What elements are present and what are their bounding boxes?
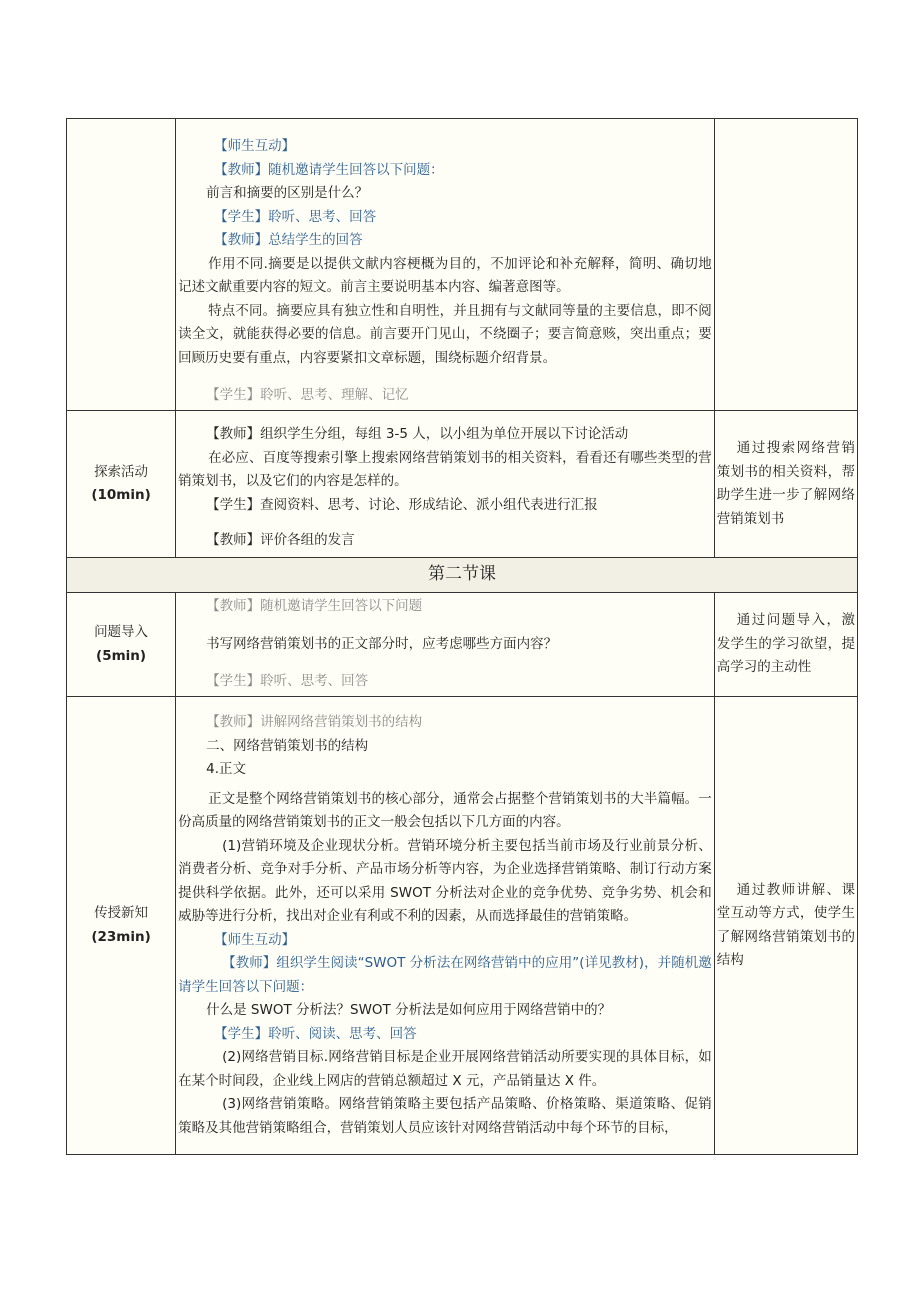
content-paragraph: (1)营销环境及企业现状分析。营销环境分析主要包括当前市场及行业前景分析、消费者分析、竞争对手分析、产品市场分析等内容，为企业选择营销策略、制订行动方案提供科学依据。此外，还可以采用 SWOT 分析法对企业的竞争优势、竞争劣势、机会和威胁等进行分析，找出对企业有利或不利的因素，从而选择最佳的营销策略。	[178, 837, 712, 924]
content-line: 【教师】讲解网络营销策划书的结构	[206, 714, 423, 730]
content-line: 【学生】聆听、思考、回答	[206, 673, 369, 689]
purpose-cell	[714, 593, 857, 697]
stage-cell	[67, 593, 176, 697]
table-row	[67, 411, 858, 558]
content-paragraph: (3)网络营销策略。网络营销策略主要包括产品策略、价格策略、渠道策略、促销策略及其他营销策略组合，营销策划人员应该针对网络营销活动中每个环节的目标，	[178, 1096, 712, 1136]
table-row	[67, 697, 858, 1155]
content-line: 【教师】总结学生的回答	[214, 232, 363, 248]
content-paragraph: (2)网络营销目标.网络营销目标是企业开展网络营销活动所要实现的具体目标，如在某个时间段，企业线上网店的营销总额超过 X 元，产品销量达 X 件。	[178, 1049, 712, 1089]
content-line: 【教师】评价各组的发言	[206, 532, 355, 548]
content-line: 【师生互动】	[214, 138, 296, 154]
content-paragraph: 【教师】组织学生阅读“SWOT 分析法在网络营销中的应用”(详见教材)，并随机邀请学生回答以下问题：	[178, 955, 712, 995]
content-paragraph: 特点不同。摘要应具有独立性和自明性，并且拥有与文献同等量的主要信息，即不阅读全文，就能获得必要的信息。前言要开门见山，不绕圈子；要言简意赅，突出重点；要回顾历史要有重点，内容要紧扣文章标题，围绕标题介绍背景。	[178, 302, 712, 366]
content-line: 【师生互动】	[214, 931, 296, 948]
section-row	[67, 558, 858, 593]
purpose-cell	[714, 411, 857, 558]
content-line: 二、网络营销策划书的结构	[206, 737, 369, 754]
table-row	[67, 593, 858, 697]
content-line: 【教师】随机邀请学生回答以下问题	[206, 598, 423, 614]
stage-label: 探索活动	[94, 463, 149, 480]
content-cell	[176, 119, 715, 411]
purpose-text: 通过搜索网络营销策划书的相关资料，帮助学生进一步了解网络营销策划书	[716, 440, 855, 527]
content-line: 前言和摘要的区别是什么？	[206, 185, 369, 201]
purpose-cell	[714, 697, 857, 1155]
stage-cell	[67, 119, 176, 411]
lesson-plan-table	[66, 118, 858, 1155]
content-line: 【学生】查阅资料、思考、讨论、形成结论、派小组代表进行汇报	[206, 496, 598, 513]
content-line: 【教师】随机邀请学生回答以下问题：	[214, 161, 444, 178]
content-line: 什么是 SWOT 分析法？SWOT 分析法是如何应用于网络营销中的？	[206, 1002, 612, 1018]
content-line: 【学生】聆听、阅读、思考、回答	[214, 1025, 417, 1042]
stage-label: 问题导入	[94, 624, 149, 640]
content-paragraph: 作用不同.摘要是以提供文献内容梗概为目的，不加评论和补充解释，简明、确切地记述文献重要内容的短文。前言主要说明基本内容、编著意图等。	[178, 255, 712, 295]
table-row	[67, 119, 858, 411]
purpose-text: 通过教师讲解、课堂互动等方式，使学生了解网络营销策划书的结构	[716, 881, 855, 968]
stage-label: 传授新知	[94, 905, 149, 921]
content-paragraph: 在必应、百度等搜索引擎上搜索网络营销策划书的相关资料，看看还有哪些类型的营销策划书，以及它们的内容是怎样的。	[178, 449, 712, 489]
content-paragraph: 正文是整个网络营销策划书的核心部分，通常会占据整个营销策划书的大半篇幅。一份高质量的网络营销策划书的正文一般会包括以下几方面的内容。	[178, 790, 712, 830]
content-cell	[176, 593, 715, 697]
content-line: 书写网络营销策划书的正文部分时，应考虑哪些方面内容？	[206, 635, 558, 652]
content-line: 【教师】组织学生分组，每组 3-5 人，以小组为单位开展以下讨论活动	[206, 426, 629, 442]
section-title: 第二节课	[67, 558, 858, 593]
stage-cell	[67, 697, 176, 1155]
content-cell	[176, 411, 715, 558]
content-line: 【学生】聆听、思考、理解、记忆	[206, 387, 409, 403]
stage-time: (23min)	[91, 928, 151, 945]
stage-time: (5min)	[96, 647, 147, 664]
purpose-cell	[714, 119, 857, 411]
content-line: 【学生】聆听、思考、回答	[214, 208, 377, 225]
content-line: 4.正文	[206, 761, 247, 777]
purpose-text: 通过问题导入，激发学生的学习欲望，提高学习的主动性	[716, 612, 855, 676]
stage-cell	[67, 411, 176, 558]
content-cell	[176, 697, 715, 1155]
stage-time: (10min)	[91, 487, 151, 503]
